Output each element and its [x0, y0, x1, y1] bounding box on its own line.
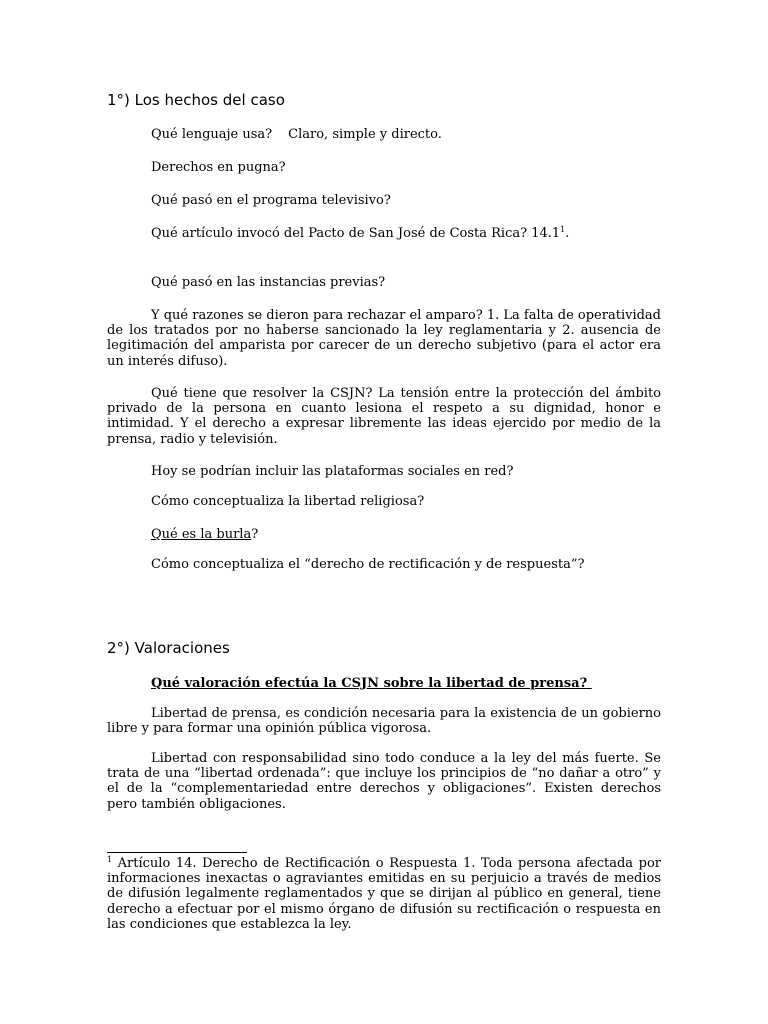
question-rectificacion: Cómo conceptualiza el “derecho de rectificación y de respuesta”? — [151, 557, 585, 572]
burla-link[interactable]: Qué es la burla — [151, 527, 252, 542]
question-instancias: Qué pasó en las instancias previas? — [151, 275, 386, 290]
question-lenguaje — [107, 127, 705, 142]
section-2-heading: 2°) Valoraciones — [107, 639, 230, 657]
question-valoracion — [107, 676, 705, 691]
paragraph-csjn: Qué tiene que resolver la CSJN? La tensión entre la protección del ámbito privado de la persona en cuanto lesiona el respeto a su dignidad, honor e intimidad. Y el derecho a expresar libremente las ideas ejercido por medio de la prensa, radio y televisión. — [107, 386, 661, 447]
question-religiosa: Cómo conceptualiza la libertad religiosa? — [151, 494, 425, 509]
question-articulo-end: . — [565, 226, 570, 241]
footnote-reference[interactable]: 1 — [560, 225, 566, 234]
footnote-separator — [107, 852, 247, 853]
question-lenguaje-text: Qué lenguaje usa? — [151, 127, 273, 142]
footnote-text: Artículo 14. Derecho de Rectificación o Respuesta 1. Toda persona afectada por informaciones inexactas o agraviantes emitidas en su perjuicio a través de medios de difusión legalmente reglamentados y que se dirijan al público en general, tiene derecho a efectuar por el mismo órgano de difusión su rectificación o respuesta en las condiciones que establezca la ley. — [107, 856, 661, 932]
question-burla-end: ? — [251, 527, 259, 542]
paragraph-libertad-prensa: Libertad de prensa, es condición necesaria para la existencia de un gobierno libre y para formar una opinión pública vigorosa. — [107, 706, 661, 737]
question-articulo-text: Qué artículo invocó del Pacto de San José de Costa Rica? 14.1 — [151, 226, 561, 241]
answer-lenguaje: Claro, simple y directo. — [288, 127, 442, 142]
question-articulo — [107, 226, 705, 241]
question-valoracion-text: Qué valoración efectúa la CSJN sobre la libertad de prensa? — [151, 676, 592, 691]
question-programa: Qué pasó en el programa televisivo? — [151, 193, 391, 208]
paragraph-responsabilidad: Libertad con responsabilidad sino todo conduce a la ley del más fuerte. Se trata de una “libertad ordenada”: que incluye los principios de “no dañar a otro” y el de la “complementariedad entre derechos y obligaciones”. Existen derechos pero también obligaciones. — [107, 751, 661, 812]
footnote-mark: 1 — [107, 855, 113, 864]
question-burla — [107, 527, 705, 542]
section-1-heading: 1°) Los hechos del caso — [107, 91, 285, 109]
footnote — [107, 856, 661, 932]
question-plataformas: Hoy se podrían incluir las plataformas sociales en red? — [151, 464, 514, 479]
question-derechos: Derechos en pugna? — [151, 160, 286, 175]
paragraph-razones: Y qué razones se dieron para rechazar el amparo? 1. La falta de operatividad de los tratados por no haberse sancionado la ley reglamentaria y 2. ausencia de legitimación del amparista por carecer de un derecho subjetivo (para el actor era un interés difuso). — [107, 308, 661, 369]
